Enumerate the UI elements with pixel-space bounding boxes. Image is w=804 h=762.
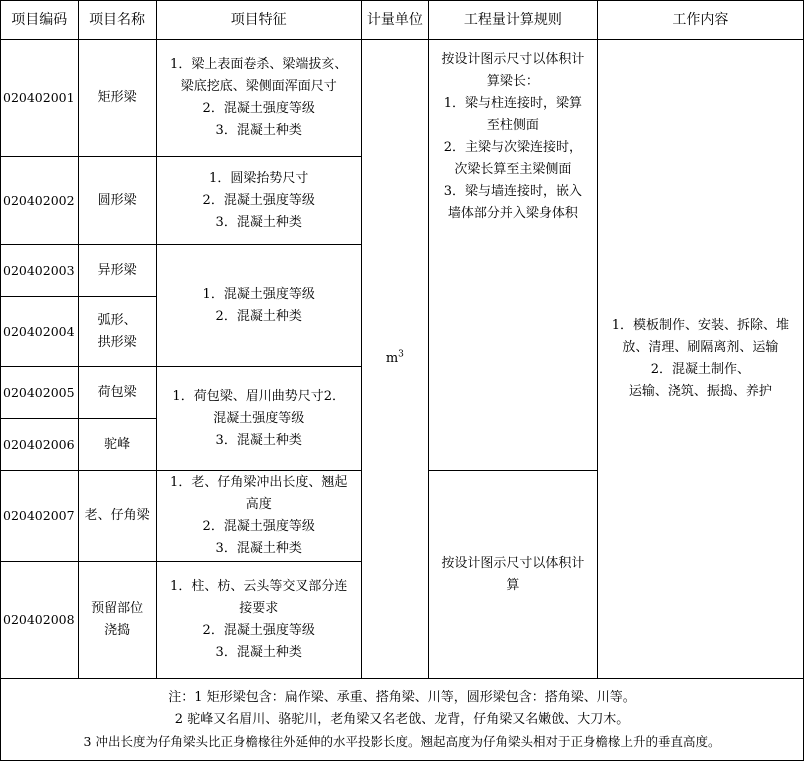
header-row <box>1 1 804 40</box>
unit-exponent: 3 <box>398 349 404 360</box>
item-name: 矩形梁 <box>78 40 156 157</box>
item-code: 020402008 <box>1 562 79 679</box>
header-code: 项目编码 <box>1 1 79 40</box>
header-rule: 工程量计算规则 <box>428 1 597 40</box>
item-code: 020402002 <box>1 157 79 245</box>
unit-cell <box>361 40 428 679</box>
item-name: 预留部位 浇捣 <box>78 562 156 679</box>
work-content: 1．模板制作、安装、拆除、堆 放、清理、刷隔离剂、运输 2．混凝土制作、 运输、浇筑、振捣、养护 <box>597 40 803 679</box>
item-features: 1．圆梁抬势尺寸 2．混凝土强度等级 3．混凝土种类 <box>156 157 361 245</box>
item-code: 020402006 <box>1 419 79 471</box>
item-code: 020402003 <box>1 245 79 297</box>
item-code: 020402004 <box>1 297 79 367</box>
header-work: 工作内容 <box>597 1 803 40</box>
item-name: 驼峰 <box>78 419 156 471</box>
note-line: 2 驼峰又名眉川、骆驼川，老角梁又名老戗、龙背，仔角梁又名嫩戗、大刀木。 <box>174 711 630 727</box>
header-features: 项目特征 <box>156 1 361 40</box>
item-features: 1．老、仔角梁冲出长度、翘起 高度 2．混凝土强度等级 3．混凝土种类 <box>156 471 361 562</box>
item-name: 老、仔角梁 <box>78 471 156 562</box>
item-code: 020402005 <box>1 367 79 419</box>
header-name: 项目名称 <box>78 1 156 40</box>
item-code: 020402001 <box>1 40 79 157</box>
unit-value: m <box>385 351 399 366</box>
item-features: 1．梁上表面卷杀、梁端拔亥、 梁底挖底、梁侧面浑面尺寸 2．混凝土强度等级 3．混凝土种类 <box>156 40 361 157</box>
item-features: 1．柱、枋、云头等交叉部分连 接要求 2．混凝土强度等级 3．混凝土种类 <box>156 562 361 679</box>
item-name: 荷包梁 <box>78 367 156 419</box>
item-code: 020402007 <box>1 471 79 562</box>
calc-rule-1: 按设计图示尺寸以体积计 算梁长： 1．梁与柱连接时，梁算 至柱侧面 2．主梁与次梁连接时， 次梁长算至主梁侧面 3．梁与墙连接时，嵌入 墙体部分并入梁身体积 <box>428 40 597 471</box>
item-features: 1．荷包梁、眉川曲势尺寸2． 混凝土强度等级 3．混凝土种类 <box>156 367 361 471</box>
table-row <box>1 40 804 157</box>
calc-rule-2: 按设计图示尺寸以体积计 算 <box>428 471 597 679</box>
notes-row <box>1 679 804 761</box>
item-name: 圆形梁 <box>78 157 156 245</box>
note-line: 3 冲出长度为仔角梁头比正身檐椽往外延伸的水平投影长度。翘起高度为仔角梁头相对于正身檐椽上升的垂直高度。 <box>83 733 721 749</box>
header-unit: 计量单位 <box>361 1 428 40</box>
item-name: 弧形、 拱形梁 <box>78 297 156 367</box>
table-notes <box>1 679 804 761</box>
item-features: 1．混凝土强度等级 2．混凝土种类 <box>156 245 361 367</box>
item-name: 异形梁 <box>78 245 156 297</box>
note-line: 注：1 矩形梁包含：扁作梁、承重、搭角梁、川等，圆形梁包含：搭角梁、川等。 <box>168 689 636 705</box>
